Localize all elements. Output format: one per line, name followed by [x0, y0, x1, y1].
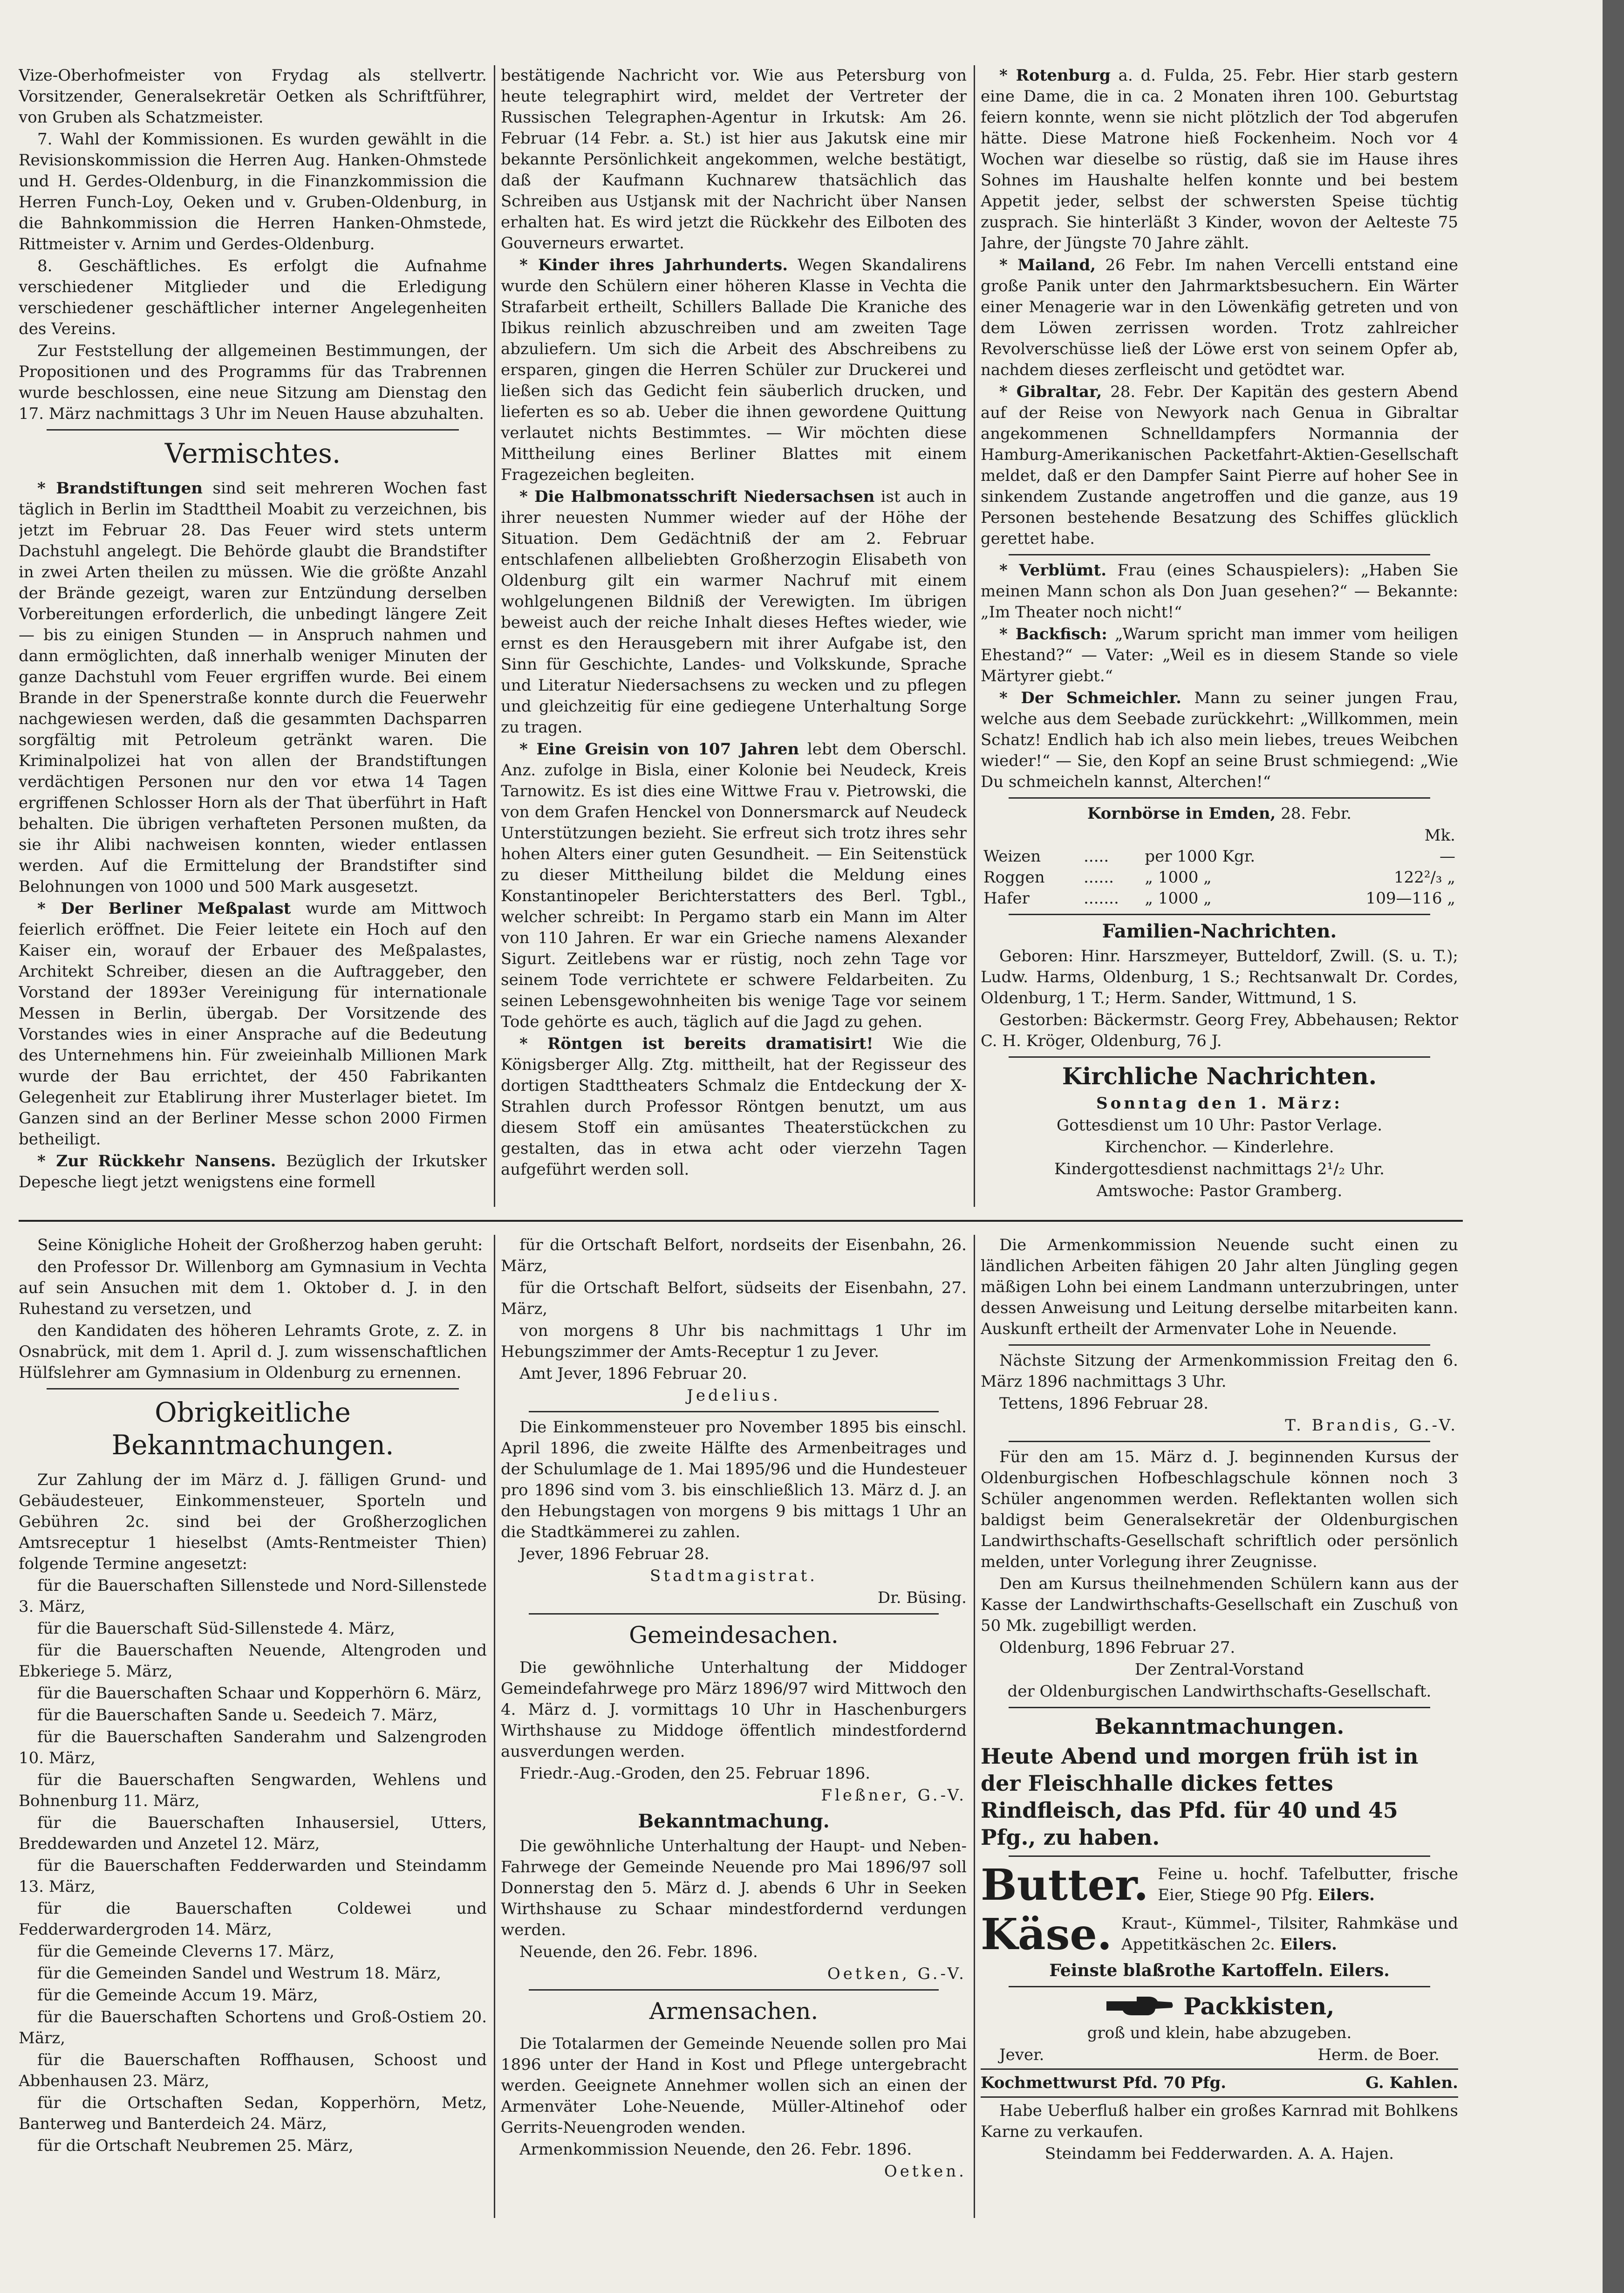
- article-text: Wegen Skandalirens wurde den Schülern einer höheren Klasse in Vechta die Strafarbeit ertheilt, Schillers Ballade Die Kraniche des Ibikus reinlich abzuschreiben und am zweiten Tage abzuliefern. Um sich die Arbeit des Abschreibens zu ersparen, gingen die Herren Schüler zur Druckerei und ließen sich das Gedicht fein säuberlich drucken, und lieferten es so ab. Ueber die ihnen gewordene Quittung verlautet nichts Bestimmtes. — Wir möchten diese Mittheilung eines Berliner Blattes mit einem Fragezeichen begleiten.: [501, 256, 967, 484]
- price-value: 122²/₃ „: [1393, 868, 1455, 887]
- price-header-row: [981, 825, 1458, 846]
- article-text: Vize-Oberhofmeister von Frydag als stellvertr. Vorsitzender, Generalsekretär Oetken als Schriftführer, von Gruben als Schatzmeister.: [19, 66, 487, 127]
- notice-date: Friedr.-Aug.-Groden, den 25. Februar 1896.: [519, 1764, 871, 1783]
- article-text: lebt dem Oberschl. Anz. zufolge in Bisla, einer Kolonie bei Neudeck, Kreis Tarnowitz. Es ist dies eine Wittwe Frau v. Pietrowski, die von dem Grafen Henckel von Donnersmarck auf Neudeck Unterstützungen bezieht. Sie erfreut sich trotz ihres sehr hohen Alters einer guten Gesundheit. — Ein Seitenstück zu dieser Mittheilung bildet die Meldung eines Konstantinopeler Berichterstatters des Berl. Tgbl., welcher schreibt: In Pergamo starb ein Mann im Alter von 110 Jahren. Er war ein Grieche namens Alexander Sigurt. Zeitlebens war er rüstig, noch zehn Tage vor seinem Tode verrichtete er schwere Feldarbeiten. Zu seinen Lebensgewohnheiten bis wenige Tage vor seinem Tode gehörte es auch, täglich auf die Jagd zu gehen.: [501, 740, 967, 1031]
- notice-date: Tettens, 1896 Februar 28.: [999, 1394, 1209, 1413]
- divider: [1009, 914, 1430, 915]
- notice-text: Die Einkommensteuer pro November 1895 bis einschl. April 1896, die zweite Hälfte des Armenbeitrages und der Schulumlage de 1. Mai 1895/96 und die Hundesteuer pro 1896 sind vom 3. bis einschließlich 13. März d. J. an den Hebungstagen von morgens 9 bis mittags 1 Uhr an die Stadtkämmerei zu zahlen.: [501, 1418, 967, 1541]
- price-row: [981, 867, 1458, 888]
- notice-signature: T. Brandis, G.-V.: [1285, 1416, 1458, 1435]
- article-head: * Rotenburg: [999, 66, 1111, 85]
- list-item: für die Ortschaft Belfort, nordseits der Eisenbahn, 26. März,: [501, 1236, 967, 1275]
- divider: [1009, 554, 1430, 555]
- market-date: 28. Febr.: [1281, 804, 1352, 823]
- notice-text: Die Totalarmen der Gemeinde Neuende sollen pro Mai 1896 unter der Hand in Kost und Pflege untergebracht werden. Geeignete Annehmer wollen sich an einen der Armenväter Lohe-Neuende, Müller-Altinehof oder Gerrits-Neuengroden wenden.: [501, 2034, 967, 2137]
- upper-column-2: [501, 65, 967, 1209]
- notice-text: Zur Zahlung der im März d. J. fälligen Grund- und Gebäudesteuer, Einkommensteuer, Sporteln und Gebühren 2c. sind bei der Großherzoglichen Amtsreceptur 1 hieselbst (Amts-Rentmeister Thien) folgende Termine angesetzt:: [19, 1471, 487, 1573]
- decree-text: den Kandidaten des höheren Lehramts Grote, z. Z. in Osnabrück, mit dem 1. April d. J. zum wissenschaftlichen Hülfslehrer am Gymnasium in Oldenburg zu ernennen.: [19, 1321, 487, 1382]
- notice-signature: Jedelius.: [687, 1386, 781, 1405]
- ad-packkisten-footer: [981, 2045, 1458, 2066]
- article-head: * Brandstiftungen: [37, 479, 203, 498]
- article: [981, 624, 1458, 687]
- article: [981, 382, 1458, 549]
- ad-packkisten-title: Packkisten,: [1183, 1992, 1335, 2020]
- ad-kartoffeln: [981, 1960, 1458, 1981]
- ad-butter-sig: Eilers.: [1317, 1886, 1375, 1904]
- section-heading-vermischtes: Vermischtes.: [164, 438, 341, 469]
- ad-packkisten-sig: Herm. de Boer.: [1317, 2046, 1440, 2064]
- ad-kartoffeln-sig: Eilers.: [1329, 1961, 1390, 1980]
- article-text: Wie die Königsberger Allg. Ztg. mittheilt, hat der Regisseur des dortigen Stadttheaters Schmalz die Entdeckung der X-Strahlen durch Professor Röntgen benutzt, um aus diesem Stoff ein amüsantes Theaterstückchen zu gestalten, das in etwa acht oder vierzehn Tagen aufgeführt werden soll.: [501, 1034, 967, 1179]
- price-name: Roggen: [983, 868, 1045, 887]
- article-text: ist auch in ihrer neuesten Nummer wieder auf der Höhe der Situation. Dem Gedächtniß der am 2. Februar entschlafenen allbeliebten Großherzogin Elisabeth von Oldenburg gilt ein warmer Nachruf mit einem wohlgelungenen Bildniß der Verewigten. Im übrigen beweist auch der reiche Inhalt dieses Heftes wieder, wie ernst es den Herausgebern mit ihrer Aufgabe ist, den Sinn für Geschichte, Landes- und Volkskunde, Sprache und Literatur Niedersachsens zu wecken und zu pflegen und gleichzeitig für eine gediegene Unterhaltung Sorge zu tragen.: [501, 487, 967, 737]
- article-text: 26 Febr. Im nahen Vercelli entstand eine große Panik unter den Jahrmarktsbesuchern. Ein Wärter einer Menagerie war in den Löwenkäfig getreten und von dem Löwen zerrissen worden. Trotz zahlreicher Revolverschüsse ließ der Löwe erst von seinem Opfer ab, nachdem dieses zerfleischt und getödtet war.: [981, 256, 1458, 379]
- market-heading: [981, 803, 1458, 824]
- notice-signature: Oetken, G.-V.: [827, 1964, 967, 1983]
- divider: [1009, 1441, 1430, 1442]
- church-heading: Kirchliche Nachrichten.: [1062, 1062, 1377, 1090]
- list-item: für die Gemeinde Cleverns 17. März,: [37, 1942, 334, 1961]
- upper-column-1: [19, 65, 487, 1209]
- article-text: Mann zu seiner jungen Frau, welche aus dem Seebade zurückkehrt: „Willkommen, mein Schatz! Endlich hab ich also mein liebes, treues Weibchen wieder!“ — Sie, den Kopf an seine Brust schmiegend: „Wie Du schmeicheln kannst, Alterchen!“: [981, 689, 1458, 791]
- list-item: für die Ortschaften Sedan, Kopperhörn, Metz, Banterweg und Banterdeich 24. März,: [19, 2094, 487, 2133]
- notice-text: Nächste Sitzung der Armenkommission Freitag den 6. März 1896 nachmittags 3 Uhr.: [981, 1351, 1458, 1391]
- lower-column-1: [19, 1235, 487, 2223]
- divider: [47, 429, 459, 431]
- divider: [981, 2096, 1458, 2098]
- price-dots: ......: [1084, 868, 1114, 887]
- family-heading: Familien-Nachrichten.: [1102, 920, 1337, 942]
- ad-fleischhalle: Heute Abend und morgen früh ist in der Fleischhalle dickes fettes Rindfleisch, das Pfd. für 40 und 45 Pfg., zu haben.: [981, 1744, 1419, 1850]
- notice-text: Den am Kursus theilnehmenden Schülern kann aus der Kasse der Landwirthschafts-Gesellschaft ein Zuschuß von 50 Mk. zugebilligt werden.: [981, 1574, 1458, 1635]
- column-divider: [494, 1235, 495, 2218]
- ad-kaese-text: [1121, 1913, 1458, 1955]
- article-head: * Die Halbmonatsschrift Niedersachsen: [519, 487, 875, 506]
- list-item: für die Bauerschaften Fedderwarden und Steindamm 13. März,: [19, 1856, 487, 1896]
- ad-wurst-text: Kochmettwurst Pfd. 70 Pfg.: [981, 2074, 1227, 2092]
- divider: [981, 2068, 1458, 2070]
- church-day: Sonntag den 1. März:: [1096, 1094, 1343, 1113]
- list-item: für die Bauerschaft Süd-Sillenstede 4. März,: [37, 1619, 395, 1638]
- divider: [1009, 1344, 1430, 1346]
- ad-butter: [981, 1862, 1458, 1908]
- article-text: a. d. Fulda, 25. Febr. Hier starb gestern eine Dame, die in ca. 2 Monaten ihren 100. Geburtstag feiern konnte, wenn sie nicht plötzlich der Tod abgerufen hätte. Diese Matrone hieß Fockenheim. Noch vor 4 Wochen war dieselbe so rüstig, daß sie im Hause ihres Sohnes im Haushalte helfen konnte und bei bestem Appetit jeder, selbst der schwersten Speise tüchtig zusprach. Sie hinterläßt 3 Kinder, wovon der Aelteste 75 Jahre, der Jüngste 70 Jahre zählt.: [981, 66, 1458, 253]
- list-item: für die Bauerschaften Schaar und Kopperhörn 6. März,: [37, 1684, 482, 1703]
- notice-date: Jever, 1896 Februar 28.: [519, 1545, 710, 1563]
- article-text: 8. Geschäftliches. Es erfolgt die Aufnahme verschiedener Mitglieder und die Erledigung verschiedener geschäftlicher interner Angelegenheiten des Vereins.: [19, 257, 487, 338]
- notice-date: Amt Jever, 1896 Februar 20.: [519, 1364, 747, 1383]
- ad-wurst: [981, 2073, 1458, 2094]
- list-item: für die Bauerschaften Sengwarden, Wehlens und Bohnenburg 11. März,: [19, 1771, 487, 1810]
- church-line: Gottesdienst um 10 Uhr: Pastor Verlage.: [1056, 1116, 1383, 1135]
- ad-kaese-sig: Eilers.: [1280, 1935, 1337, 1954]
- section-heading-bekanntmachungen: Obrigkeitliche Bekanntmachungen.: [111, 1396, 394, 1461]
- family-born: Geboren: Hinr. Harszmeyer, Butteldorf, Zwill. (S. u. T.); Ludw. Harms, Oldenburg, 1 S.; Rechtsanwalt Dr. Cordes, Oldenburg, 1 T.; Herm. Sander, Wittmund, 1 S.: [981, 947, 1458, 1007]
- ad-kaese-title: Käse.: [981, 1909, 1112, 1959]
- list-item: für die Ortschaft Neubremen 25. März,: [37, 2136, 354, 2155]
- ad-packkisten-text: groß und klein, habe abzugeben.: [1087, 2024, 1352, 2042]
- upper-column-3: [981, 65, 1458, 1209]
- list-item: für die Bauerschaften Coldewei und Fedderwardergroden 14. März,: [19, 1899, 487, 1939]
- article-text: Zur Feststellung der allgemeinen Bestimmungen, der Propositionen und des Programms für das Trabrennen wurde beschlossen, eine neue Sitzung am Dienstag den 17. März nachmittags 3 Uhr im Neuen Hause abzuhalten.: [19, 342, 487, 423]
- section-heading-armensachen: Armensachen.: [649, 1998, 819, 2025]
- notice-signature: Stadtmagistrat.: [650, 1567, 818, 1585]
- article-head: * Gibraltar,: [999, 383, 1102, 401]
- article-head: * Kinder ihres Jahrhunderts.: [519, 256, 788, 274]
- ad-karnrad-text: Habe Ueberfluß halber ein großes Karnrad mit Bohlkens Karne zu verkaufen.: [981, 2101, 1458, 2141]
- divider: [529, 1411, 939, 1412]
- article: [981, 688, 1458, 793]
- decree-text: den Professor Dr. Willenborg am Gymnasium in Vechta auf sein Ansuchen mit dem 1. Oktober d. J. in den Ruhestand zu versetzen, und: [19, 1258, 487, 1318]
- article-head: * Röntgen ist bereits dramatisirt!: [519, 1034, 873, 1053]
- article: [19, 478, 487, 897]
- article: [501, 255, 967, 486]
- article-head: * Mailand,: [999, 256, 1096, 274]
- notice-text: Die gewöhnliche Unterhaltung der Haupt- und Neben-Fahrwege der Gemeinde Neuende pro Mai 1896/97 soll Donnerstag den 5. März d. J. abends 6 Uhr in Seeken Wirthshause zu Schaar mindestfordernd verdungen werden.: [501, 1837, 967, 1939]
- price-name: Weizen: [983, 847, 1041, 866]
- ad-kaese: [981, 1911, 1458, 1958]
- list-item: für die Bauerschaften Neuende, Altengroden und Ebkeriege 5. März,: [19, 1641, 487, 1681]
- ad-packkisten: [981, 1992, 1458, 2020]
- price-row: [981, 888, 1458, 909]
- notice-signature: Oetken.: [884, 2162, 967, 2181]
- lower-column-3: [981, 1235, 1458, 2223]
- church-line: Kirchenchor. — Kinderlehre.: [1105, 1138, 1334, 1157]
- list-item: für die Gemeinde Accum 19. März,: [37, 1986, 318, 2005]
- notice-signature: Fleßner, G.-V.: [821, 1786, 967, 1805]
- price-table: [981, 825, 1458, 909]
- divider: [1009, 1707, 1430, 1708]
- article-head: * Zur Rückkehr Nansens.: [37, 1152, 276, 1170]
- article-text: bestätigende Nachricht vor. Wie aus Petersburg von heute telegraphirt wird, meldet der Vertreter der Russischen Telegraphen-Agentur in Irkutsk: Am 26. Februar (14 Febr. a. St.) ist hier aus Jakutsk eine mir bekannte Persönlichkeit angekommen, welche bestätigt, daß der Kaufmann Kuchnarew thatsächlich das Schreiben aus Ustjansk mit der Nachricht über Nansen erhalten hat. Es wird jetzt die Rückkehr des Eilboten des Gouverneurs erwartet.: [501, 66, 967, 253]
- article-text: Frau (eines Schauspielers): „Haben Sie meinen Mann schon als Don Juan gesehen?“ — Bekannte: „Im Theater noch nicht!“: [981, 561, 1458, 622]
- article-text: sind seit mehreren Wochen fast täglich in Berlin im Stadttheil Moabit zu verzeichnen, bis jetzt im Februar 28. Das Feuer wird stets unterm Dachstuhl angelegt. Die Behörde glaubt die Brandstifter in zwei Arten theilen zu müssen. Wie die größte Anzahl der Brände gezeigt, waren zur Entzündung derselben Vorbereitungen erforderlich, die unbedingt längere Zeit — bis zu einigen Stunden — in Anspruch nahmen und dann ermöglichten, daß innerhalb weniger Minuten der ganze Dachstuhl vom Feuer ergriffen wurde. Bei einem Brande in der Spenerstraße konnte durch die Feuerwehr nachgewiesen werden, daß die gesammten Dachsparren sorgfältig mit Petroleum getränkt waren. Die Kriminalpolizei hat von allen der Brandstiftungen verdächtigen Personen nur den vor etwa 14 Tagen ergriffenen Schlosser Horn als der That überführt in Haft behalten. Die übrigen verhafteten Personen mußten, da sie ihr Alibi nachweisen konnten, wieder entlassen werden. Auf die Ermittelung der Brandstifter sind Belohnungen von 1000 und 500 Mark ausgesetzt.: [19, 479, 487, 896]
- article: [19, 898, 487, 1150]
- subheading-bekanntmachung: Bekanntmachung.: [638, 1810, 830, 1832]
- article: [981, 560, 1458, 623]
- list-item: für die Gemeinden Sandel und Westrum 18. März,: [37, 1964, 442, 1983]
- article-head: * Eine Greisin von 107 Jahren: [519, 740, 799, 759]
- notice-date: Oldenburg, 1896 Februar 27.: [999, 1638, 1235, 1657]
- lower-column-2: [501, 1235, 967, 2223]
- article-head: * Backfisch:: [999, 625, 1107, 643]
- divider: [1009, 797, 1430, 799]
- pointing-hand-icon: [1104, 1992, 1174, 2020]
- article: [501, 486, 967, 738]
- divider: [1009, 1056, 1430, 1058]
- ad-butter-title: Butter.: [981, 1860, 1149, 1910]
- term-list: [19, 1575, 487, 2156]
- divider: [1009, 1855, 1430, 1857]
- price-qty: „ 1000 „: [1145, 889, 1212, 908]
- article-text: wurde am Mittwoch feierlich eröffnet. Die Feier leitete ein Hoch auf den Kaiser ein, worauf der Erbauer des Meßpalastes, Architekt Schreiber, diesen an die Auftraggeber, den Vorstand der 1893er Vereinigung für internationale Messen in Berlin, übergab. Der Vorsitzende des Vorstandes wies in einer Ansprache auf die Bedeutung des Unternehmens hin. Für zweieinhalb Millionen Mark wurde der Bau errichtet, der 450 Fabrikanten Gelegenheit zur Etablirung ihrer Musterlager bietet. Im Ganzen sind an der Berliner Messe schon 2000 Firmen betheiligt.: [19, 899, 487, 1149]
- list-item: für die Bauerschaften Roffhausen, Schoost und Abbenhausen 23. März,: [19, 2051, 487, 2090]
- article: [981, 255, 1458, 381]
- article-text: „Warum spricht man immer vom heiligen Ehestand?“ — Vater: „Weil es in diesem Stande so viele Märtyrer giebt.“: [981, 625, 1458, 685]
- church-line: Kindergottesdienst nachmittags 2¹/₂ Uhr.: [1054, 1160, 1385, 1178]
- price-dots: .....: [1084, 847, 1109, 866]
- price-value: 109—116 „: [1365, 889, 1455, 908]
- divider: [529, 1613, 939, 1615]
- ad-karnrad-sig: Steindamm bei Fedderwarden. A. A. Hajen.: [1044, 2144, 1394, 2163]
- article-text: 28. Febr. Der Kapitän des gestern Abend auf der Reise von Newyork nach Genua in Gibraltar angekommenen Schnelldampfers Normannia der Hamburg-Amerikanischen Packetfahrt-Aktien-Gesellschaft meldet, daß er den Dampfer Saint Pierre auf hoher See in sinkendem Zustande angetroffen und die ganze, aus 19 Personen bestehende Besatzung des Schiffes glücklich gerettet habe.: [981, 383, 1458, 548]
- list-item: für die Ortschaft Belfort, südseits der Eisenbahn, 27. März,: [501, 1279, 967, 1318]
- article-text: 7. Wahl der Kommissionen. Es wurden gewählt in die Revisionskommission die Herren Aug. Hanken-Ohmstede und H. Gerdes-Oldenburg, in die Finanzkommission die Herren Funch-Loy, Oeken und v. Gruben-Oldenburg, in die Bahnkommission die Herren Hanken-Ohmstede, Rittmeister v. Arnim und Gerdes-Oldenburg.: [19, 130, 487, 253]
- ad-butter-body: Feine u. hochf. Tafelbutter, frische Eier, Stiege 90 Pfg.: [1158, 1865, 1458, 1904]
- divider: [1009, 1986, 1430, 1987]
- section-divider: [19, 1220, 1463, 1222]
- article: [501, 739, 967, 1033]
- ad-kartoffeln-text: Feinste blaßrothe Kartoffeln.: [1049, 1961, 1324, 1980]
- ad-packkisten-place: Jever.: [999, 2046, 1044, 2064]
- article-text: Bezüglich der Irkutsker Depesche liegt jetzt wenigstens eine formell: [19, 1152, 487, 1191]
- family-died: Gestorben: Bäckermstr. Georg Frey, Abbehausen; Rektor C. H. Kröger, Oldenburg, 76 J.: [981, 1011, 1458, 1050]
- divider: [529, 1989, 939, 1991]
- ad-wurst-sig: G. Kahlen.: [1365, 2074, 1458, 2092]
- market-title: Kornbörse in Emden,: [1087, 804, 1276, 823]
- column-divider: [974, 1235, 975, 2218]
- notice-text: Die gewöhnliche Unterhaltung der Middoger Gemeindefahrwege pro März 1896/97 wird Mittwoch den 4. März d. J. vormittags 10 Uhr in Haschenburgers Wirthshause zu Middoge öffentlich mindestfordernd ausverdungen werden.: [501, 1658, 967, 1761]
- price-qty: „ 1000 „: [1145, 868, 1212, 887]
- article-head: * Der Berliner Meßpalast: [37, 899, 291, 918]
- price-unit: Mk.: [1424, 826, 1455, 845]
- price-name: Hafer: [983, 889, 1030, 908]
- notice-text: Die Armenkommission Neuende sucht einen zu ländlichen Arbeiten fähigen 20 Jahr alten Jüngling gegen mäßigen Lohn bei einem Landmann unterzubringen, unter dessen Anweisung und Leitung derselbe mitarbeiten kann. Auskunft ertheilt der Armenvater Lohe in Neuende.: [981, 1236, 1458, 1338]
- price-qty: per 1000 Kgr.: [1145, 847, 1256, 866]
- notice-signature: Dr. Büsing.: [877, 1588, 967, 1607]
- divider: [47, 1388, 459, 1389]
- list-item: für die Bauerschaften Sande u. Seedeich 7. März,: [37, 1706, 438, 1725]
- ads-heading: Bekanntmachungen.: [1094, 1714, 1344, 1739]
- column-divider: [974, 65, 975, 1207]
- ad-kaese-body: Kraut-, Kümmel-, Tilsiter, Rahmkäse und Appetitkäschen 2c.: [1121, 1914, 1458, 1954]
- notice-signature: der Oldenburgischen Landwirthschafts-Gesellschaft.: [1007, 1682, 1432, 1701]
- notice-text: von morgens 8 Uhr bis nachmittags 1 Uhr im Hebungszimmer der Amts-Receptur 1 zu Jever.: [501, 1321, 967, 1361]
- decree-text: Seine Königliche Hoheit der Großherzog haben geruht:: [37, 1236, 483, 1254]
- article: [501, 1034, 967, 1180]
- price-dots: .......: [1084, 889, 1119, 908]
- article: [981, 65, 1458, 254]
- list-item: für die Bauerschaften Sillenstede und Nord-Sillenstede 3. März,: [19, 1576, 487, 1616]
- ad-butter-text: [1158, 1864, 1458, 1906]
- church-line: Amtswoche: Pastor Gramberg.: [1096, 1182, 1343, 1200]
- section-heading-gemeindesachen: Gemeindesachen.: [629, 1622, 839, 1649]
- list-item: für die Bauerschaften Schortens und Groß-Ostiem 20. März,: [19, 2008, 487, 2047]
- article: [19, 1151, 487, 1193]
- notice-signature: Der Zentral-Vorstand: [1134, 1660, 1304, 1679]
- article-head: * Der Schmeichler.: [999, 689, 1182, 707]
- notice-date: Armenkommission Neuende, den 26. Febr. 1896.: [519, 2140, 912, 2159]
- list-item: für die Bauerschaften Sanderahm und Salzengroden 10. März,: [19, 1728, 487, 1767]
- notice-text: Für den am 15. März d. J. beginnenden Kursus der Oldenburgischen Hofbeschlagschule können noch 3 Schüler angenommen werden. Reflektanten wollen sich baldigst beim Generalsekretär der Oldenburgischen Landwirthschafts-Gesellschaft schriftlich oder persönlich melden, unter Vorlegung ihrer Zeugnisse.: [981, 1448, 1458, 1571]
- price-value: —: [1440, 847, 1455, 866]
- list-item: für die Bauerschaften Inhausersiel, Utters, Breddewarden und Anzetel 12. März,: [19, 1814, 487, 1853]
- price-row: [981, 846, 1458, 867]
- notice-date: Neuende, den 26. Febr. 1896.: [519, 1943, 758, 1961]
- article-head: * Verblümt.: [999, 561, 1107, 580]
- column-divider: [494, 65, 495, 1207]
